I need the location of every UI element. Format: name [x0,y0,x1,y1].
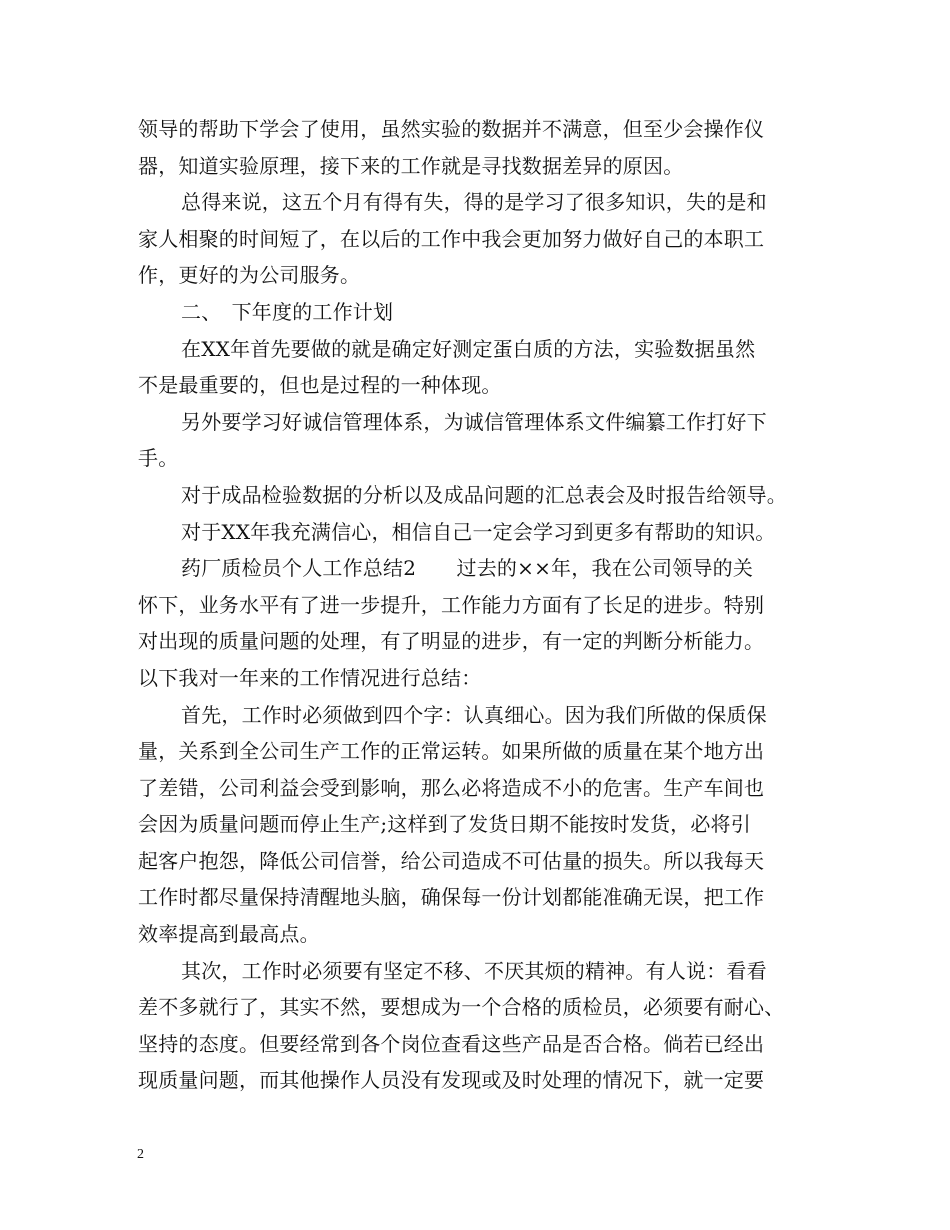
text-line: 怀下，业务水平有了进一步提升，工作能力方面有了长足的进步。特别 [138,592,765,617]
text-line: 在XX年首先要做的就是确定好测定蛋白质的方法，实验数据虽然 [181,336,756,361]
text-line: 总得来说，这五个月有得有失，得的是学习了很多知识，失的是和 [181,190,767,215]
text-line: 家人相聚的时间短了，在以后的工作中我会更加努力做好自己的本职工 [138,226,765,251]
text-line: 手。 [138,446,179,471]
text-line: 工作时都尽量保持清醒地头脑，确保每一份计划都能准确无误，把工作 [138,885,765,910]
text-line: 不是最重要的，但也是过程的一种体现。 [138,373,502,398]
text-line: 效率提高到最高点。 [138,922,320,947]
text-line: 对于成品检验数据的分析以及成品问题的汇总表会及时报告给领导。 [181,482,787,507]
text-line: 作，更好的为公司服务。 [138,263,361,288]
text-line: 了差错，公司利益会受到影响，那么必将造成不小的危害。生产车间也 [138,775,765,800]
text-line: 器，知道实验原理，接下来的工作就是寻找数据差异的原因。 [138,153,684,178]
text-line: 会因为质量问题而停止生产;这样到了发货日期不能按时发货，必将引 [138,812,751,837]
text-line: 对于XX年我充满信心，相信自己一定会学习到更多有帮助的知识。 [181,519,776,544]
text-line: 量，关系到全公司生产工作的正常运转。如果所做的质量在某个地方出 [138,739,765,764]
text-line: 二、 下年度的工作计划 [181,299,394,324]
text-line: 药厂质检员个人工作总结2 过去的××年，我在公司领导的关 [181,556,754,581]
text-line: 其次，工作时必须要有坚定不移、不厌其烦的精神。有人说：看看 [181,958,767,983]
text-line: 坚持的态度。但要经常到各个岗位查看这些产品是否合格。倘若已经出 [138,1031,765,1056]
text-line: 以下我对一年来的工作情况进行总结： [138,665,482,690]
text-line: 差不多就行了，其实不然，要想成为一个合格的质检员，必须要有耐心、 [138,995,785,1020]
text-line: 首先，工作时必须做到四个字：认真细心。因为我们所做的保质保 [181,702,767,727]
text-line: 领导的帮助下学会了使用，虽然实验的数据并不满意，但至少会操作仪 [138,117,765,141]
page-number: 2 [137,1147,144,1162]
text-line: 现质量问题，而其他操作人员没有发现或及时处理的情况下，就一定要 [138,1068,765,1093]
text-line: 另外要学习好诚信管理体系，为诚信管理体系文件编纂工作打好下 [181,409,767,434]
text-line: 对出现的质量问题的处理，有了明显的进步，有一定的判断分析能力。 [138,629,765,654]
text-line: 起客户抱怨，降低公司信誉，给公司造成不可估量的损失。所以我每天 [138,848,765,873]
document-body [138,111,818,1099]
